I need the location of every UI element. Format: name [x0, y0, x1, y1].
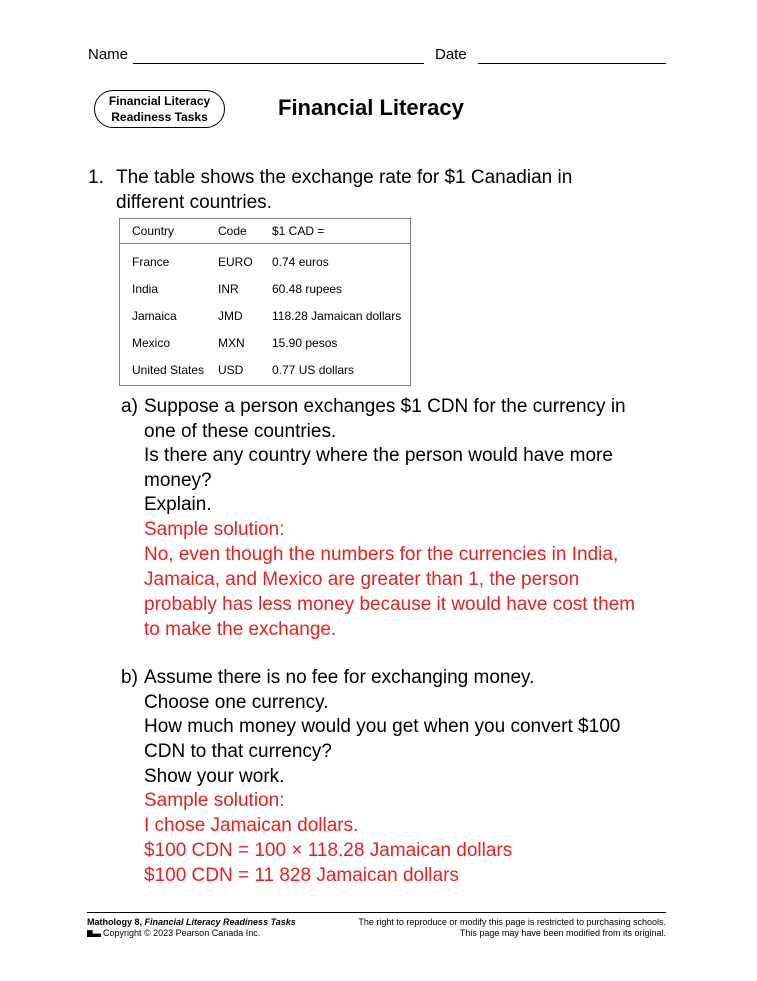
- part-a-solution: probably has less money because it would have cost them: [144, 594, 636, 615]
- table-cell-country: Jamaica: [132, 309, 177, 323]
- part-b-solution: Sample solution:: [144, 790, 285, 811]
- question-line-2: different countries.: [116, 192, 272, 213]
- table-cell-code: USD: [218, 363, 244, 377]
- part-b-text: Choose one currency.: [144, 692, 329, 713]
- part-a-text: Is there any country where the person would have more: [144, 445, 613, 466]
- part-b-solution: $100 CDN = 100 × 118.28 Jamaican dollars: [144, 840, 513, 861]
- table-cell-code: MXN: [218, 336, 245, 350]
- part-a-solution: No, even though the numbers for the currencies in India,: [144, 544, 619, 565]
- part-a-text: Suppose a person exchanges $1 CDN for the currency in: [144, 396, 626, 417]
- table-cell-rate: 15.90 pesos: [272, 336, 338, 350]
- part-a-solution: Sample solution:: [144, 519, 285, 540]
- part-a-label: a): [121, 396, 138, 417]
- footer-series: Mathology 8,: [87, 917, 145, 927]
- part-a-solution: Jamaica, and Mexico are greater than 1, the person: [144, 569, 580, 590]
- readiness-badge: [94, 90, 225, 128]
- table-cell-rate: 118.28 Jamaican dollars: [272, 309, 402, 323]
- part-b-solution: I chose Jamaican dollars.: [144, 815, 359, 836]
- table-cell-country: India: [132, 282, 159, 296]
- part-b-label: b): [121, 667, 138, 688]
- badge-line-1: Financial Literacy: [108, 94, 211, 108]
- footer-rights: The right to reproduce or modify this page is restricted to purchasing schools.: [358, 917, 666, 927]
- name-label: Name: [88, 46, 129, 63]
- part-b-text: CDN to that currency?: [144, 741, 332, 762]
- part-b-solution: $100 CDN = 11 828 Jamaican dollars: [144, 865, 459, 886]
- table-header-divider: [120, 243, 410, 244]
- question-number: 1.: [88, 167, 104, 188]
- part-a-text: one of these countries.: [144, 421, 337, 442]
- footer-modified: This page may have been modified from its original.: [459, 928, 666, 938]
- footer-credit: [87, 917, 296, 928]
- date-label: Date: [435, 46, 467, 63]
- table-cell-country: France: [132, 255, 170, 269]
- part-b-text: How much money would you get when you convert $100: [144, 716, 621, 737]
- table-header-rate: $1 CAD =: [272, 224, 325, 238]
- table-cell-code: INR: [218, 282, 239, 296]
- table-cell-code: JMD: [218, 309, 243, 323]
- footer-title: Financial Literacy Readiness Tasks: [144, 917, 296, 927]
- exchange-rate-table: [119, 218, 411, 386]
- page-title: Financial Literacy: [278, 95, 464, 120]
- part-a-solution: to make the exchange.: [144, 619, 337, 640]
- footer-divider: [87, 912, 666, 913]
- badge-line-2: Readiness Tasks: [111, 110, 208, 124]
- table-cell-country: United States: [132, 363, 205, 377]
- question-line-1: The table shows the exchange rate for $1 Canadian in: [116, 167, 573, 188]
- table-cell-country: Mexico: [132, 336, 171, 350]
- footer-copyright: [87, 928, 260, 939]
- table-cell-rate: 0.77 US dollars: [272, 363, 355, 377]
- table-cell-rate: 60.48 rupees: [272, 282, 343, 296]
- part-a-text: Explain.: [144, 494, 212, 515]
- part-b-text: Show your work.: [144, 766, 285, 787]
- table-cell-rate: 0.74 euros: [272, 255, 329, 269]
- table-cell-code: EURO: [218, 255, 253, 269]
- table-header-code: Code: [218, 224, 247, 238]
- publisher-logo-icon: [87, 930, 101, 937]
- part-b-text: Assume there is no fee for exchanging money.: [144, 667, 535, 688]
- part-a-text: money?: [144, 470, 212, 491]
- footer-copyright-text: Copyright © 2023 Pearson Canada Inc.: [103, 928, 261, 938]
- name-line[interactable]: [133, 63, 424, 64]
- table-header-country: Country: [132, 224, 175, 238]
- date-line[interactable]: [478, 63, 666, 64]
